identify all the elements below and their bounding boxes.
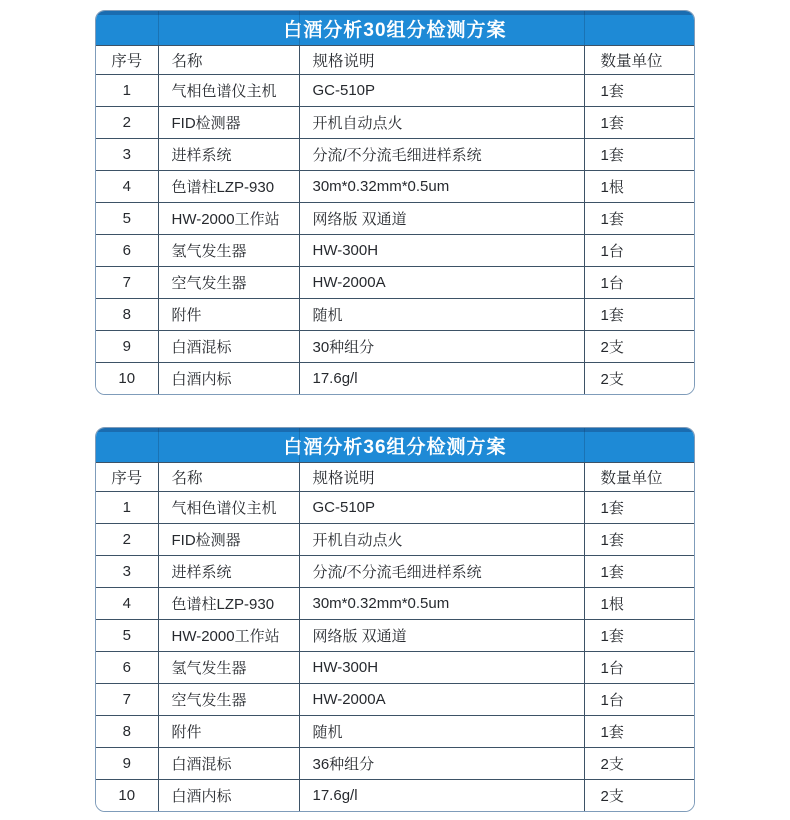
table-row (96, 556, 695, 588)
column-header-spec: 规格说明 (299, 46, 584, 75)
cell-name: 气相色谱仪主机 (158, 75, 299, 107)
cell-qty: 2支 (584, 748, 695, 780)
cell-qty: 2支 (584, 780, 695, 812)
spec-table-card-36 (95, 427, 695, 812)
title-column-divider (158, 11, 159, 45)
cell-qty: 1套 (584, 75, 695, 107)
cell-index: 5 (96, 620, 158, 652)
cell-spec: 网络版 双通道 (299, 203, 584, 235)
cell-index: 3 (96, 556, 158, 588)
table-row (96, 299, 695, 331)
cell-index: 6 (96, 235, 158, 267)
cell-name: 气相色谱仪主机 (158, 492, 299, 524)
cell-qty: 1套 (584, 620, 695, 652)
cell-qty: 1套 (584, 492, 695, 524)
cell-spec: GC-510P (299, 75, 584, 107)
cell-spec: 30m*0.32mm*0.5um (299, 171, 584, 203)
cell-name: 附件 (158, 716, 299, 748)
cell-name: 附件 (158, 299, 299, 331)
title-column-divider (299, 11, 300, 45)
table-row (96, 492, 695, 524)
table-row (96, 684, 695, 716)
cell-name: HW-2000工作站 (158, 203, 299, 235)
cell-qty: 2支 (584, 363, 695, 395)
cell-name: 空气发生器 (158, 684, 299, 716)
table-row (96, 267, 695, 299)
cell-name: 色谱柱LZP-930 (158, 171, 299, 203)
cell-qty: 2支 (584, 331, 695, 363)
title-column-divider (584, 11, 585, 45)
cell-name: 白酒内标 (158, 363, 299, 395)
spec-table (96, 45, 695, 394)
cell-qty: 1根 (584, 588, 695, 620)
column-header-index: 序号 (96, 46, 158, 75)
cell-qty: 1套 (584, 524, 695, 556)
cell-name: 空气发生器 (158, 267, 299, 299)
cell-name: 色谱柱LZP-930 (158, 588, 299, 620)
cell-qty: 1台 (584, 235, 695, 267)
table-row (96, 363, 695, 395)
cell-spec: HW-300H (299, 235, 584, 267)
cell-spec: 开机自动点火 (299, 524, 584, 556)
table-row (96, 716, 695, 748)
cell-name: 氢气发生器 (158, 235, 299, 267)
table-row (96, 203, 695, 235)
cell-spec: 36种组分 (299, 748, 584, 780)
cell-index: 2 (96, 107, 158, 139)
cell-index: 1 (96, 492, 158, 524)
table-row (96, 748, 695, 780)
table-row (96, 588, 695, 620)
cell-index: 7 (96, 267, 158, 299)
column-header-name: 名称 (158, 46, 299, 75)
cell-index: 7 (96, 684, 158, 716)
title-column-divider (584, 428, 585, 462)
table-row (96, 171, 695, 203)
cell-index: 1 (96, 75, 158, 107)
cell-qty: 1台 (584, 267, 695, 299)
cell-qty: 1根 (584, 171, 695, 203)
cell-spec: 网络版 双通道 (299, 620, 584, 652)
table-row (96, 620, 695, 652)
cell-index: 2 (96, 524, 158, 556)
table-row (96, 331, 695, 363)
table-row (96, 524, 695, 556)
cell-index: 8 (96, 299, 158, 331)
table-title-bar (96, 428, 694, 462)
column-header-name: 名称 (158, 463, 299, 492)
cell-name: 进样系统 (158, 139, 299, 171)
column-header-qty: 数量单位 (584, 46, 695, 75)
cell-qty: 1套 (584, 299, 695, 331)
table-row (96, 780, 695, 812)
cell-spec: HW-300H (299, 652, 584, 684)
cell-spec: HW-2000A (299, 267, 584, 299)
cell-index: 5 (96, 203, 158, 235)
cell-name: 白酒内标 (158, 780, 299, 812)
cell-index: 4 (96, 588, 158, 620)
cell-name: 进样系统 (158, 556, 299, 588)
column-header-spec: 规格说明 (299, 463, 584, 492)
cell-index: 9 (96, 748, 158, 780)
table-row (96, 235, 695, 267)
header-row (96, 46, 695, 75)
cell-qty: 1台 (584, 652, 695, 684)
cell-index: 10 (96, 363, 158, 395)
cell-name: 白酒混标 (158, 331, 299, 363)
spec-table (96, 462, 695, 811)
cell-qty: 1台 (584, 684, 695, 716)
cell-name: FID检测器 (158, 524, 299, 556)
cell-index: 9 (96, 331, 158, 363)
title-column-divider (299, 428, 300, 462)
table-row (96, 75, 695, 107)
header-row (96, 463, 695, 492)
cell-name: 白酒混标 (158, 748, 299, 780)
cell-index: 4 (96, 171, 158, 203)
table-title: 白酒分析36组分检测方案 (283, 436, 507, 458)
cell-name: HW-2000工作站 (158, 620, 299, 652)
cell-qty: 1套 (584, 203, 695, 235)
cell-spec: 30种组分 (299, 331, 584, 363)
cell-spec: 随机 (299, 299, 584, 331)
cell-index: 6 (96, 652, 158, 684)
cell-spec: 随机 (299, 716, 584, 748)
cell-spec: 30m*0.32mm*0.5um (299, 588, 584, 620)
cell-spec: 17.6g/l (299, 780, 584, 812)
cell-spec: GC-510P (299, 492, 584, 524)
cell-spec: 分流/不分流毛细进样系统 (299, 139, 584, 171)
cell-spec: 17.6g/l (299, 363, 584, 395)
table-title: 白酒分析30组分检测方案 (283, 19, 507, 41)
spec-table-card-30 (95, 10, 695, 395)
column-header-qty: 数量单位 (584, 463, 695, 492)
title-column-divider (158, 428, 159, 462)
cell-spec: 开机自动点火 (299, 107, 584, 139)
table-row (96, 107, 695, 139)
cell-spec: HW-2000A (299, 684, 584, 716)
cell-name: FID检测器 (158, 107, 299, 139)
column-header-index: 序号 (96, 463, 158, 492)
cell-index: 3 (96, 139, 158, 171)
cell-qty: 1套 (584, 556, 695, 588)
cell-index: 8 (96, 716, 158, 748)
table-row (96, 139, 695, 171)
cell-spec: 分流/不分流毛细进样系统 (299, 556, 584, 588)
cell-qty: 1套 (584, 107, 695, 139)
cell-name: 氢气发生器 (158, 652, 299, 684)
table-title-bar (96, 11, 694, 45)
cell-qty: 1套 (584, 139, 695, 171)
table-row (96, 652, 695, 684)
cell-index: 10 (96, 780, 158, 812)
cell-qty: 1套 (584, 716, 695, 748)
